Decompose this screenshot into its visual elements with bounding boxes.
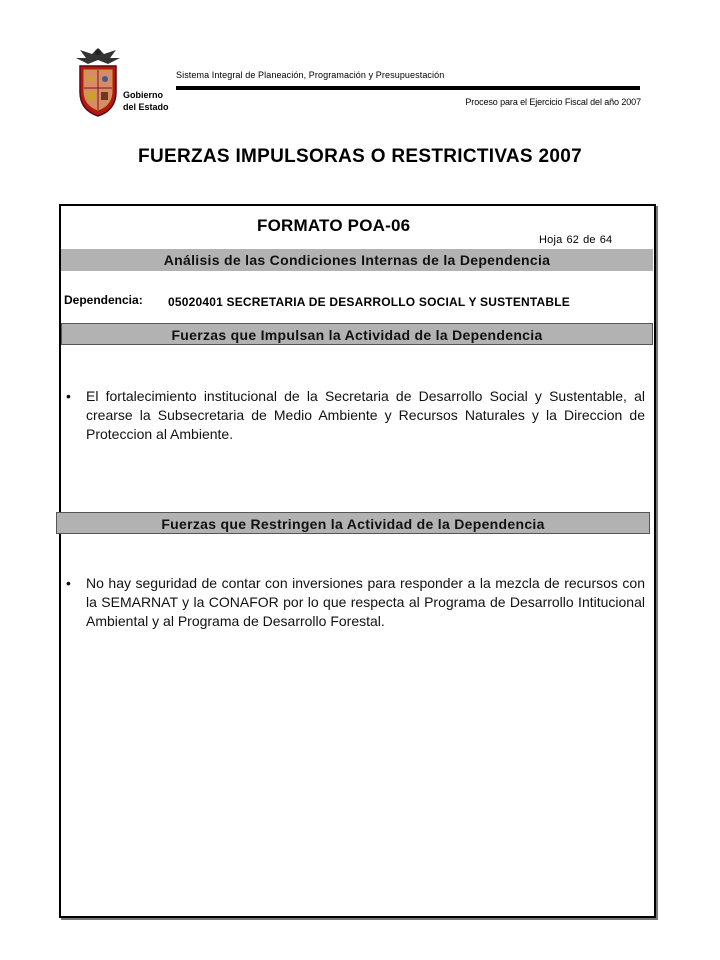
bullet-symbol: • — [66, 575, 71, 591]
driving-force-item — [66, 387, 645, 444]
logo-caption-line2: del Estado — [123, 102, 169, 112]
restraining-force-item — [66, 574, 645, 631]
header-rule — [176, 86, 640, 90]
form-code: FORMATO POA-06 — [257, 216, 411, 235]
logo-caption-line1: Gobierno — [123, 90, 163, 100]
sheet-indicator — [539, 234, 616, 246]
process-label: Proceso para el Ejercicio Fiscal del año 2007 — [465, 97, 641, 107]
driving-forces-header: Fuerzas que Impulsan la Actividad de la Dependencia — [61, 323, 653, 345]
restraining-forces-header: Fuerzas que Restringen la Actividad de la Dependencia — [56, 512, 650, 534]
sheet-current: 62 — [566, 234, 580, 246]
internal-analysis-header: Análisis de las Condiciones Internas de la Dependencia — [61, 249, 653, 271]
driving-force-text: El fortalecimiento institucional de la Secretaria de Desarrollo Social y Sustentable, al crearse la Subsecretaria de Medio Ambiente y Recursos Naturales y la Direccion de Proteccion al Ambiente. — [86, 388, 645, 442]
form-frame — [59, 204, 656, 918]
state-coat-of-arms-icon — [72, 44, 124, 120]
logo-caption — [123, 89, 169, 113]
system-name: Sistema Integral de Planeación, Programación y Presupuestación — [176, 70, 445, 80]
sheet-of: de — [583, 234, 596, 246]
restraining-force-text: No hay seguridad de contar con inversiones para responder a la mezcla de recursos con la SEMARNAT y la CONAFOR por lo que respecta al Programa de Desarrollo Intitucional Ambiental y al Programa de Desarrollo Forestal. — [86, 575, 645, 629]
bullet-symbol: • — [66, 388, 71, 404]
dependency-value: 05020401 SECRETARIA DE DESARROLLO SOCIAL Y SUSTENTABLE — [168, 295, 571, 309]
dependency-label: Dependencia: — [64, 293, 143, 307]
sheet-label: Hoja — [539, 234, 563, 246]
sheet-total: 64 — [599, 234, 613, 246]
page-title: FUERZAS IMPULSORAS O RESTRICTIVAS 2007 — [138, 146, 582, 167]
